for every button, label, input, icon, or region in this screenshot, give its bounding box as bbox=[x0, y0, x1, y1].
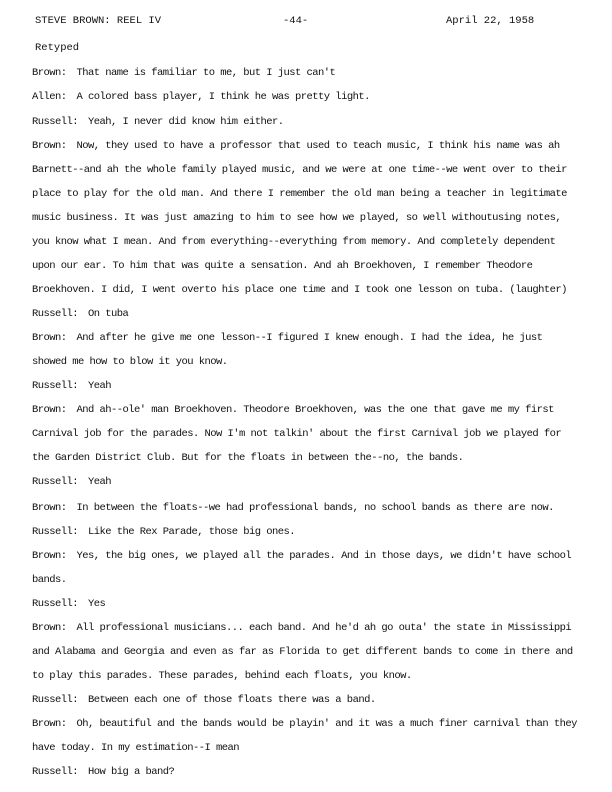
line-text: Now, they used to have a professor that used to teach music, I think his name was ah bbox=[76, 140, 560, 152]
speaker-label: Brown: bbox=[32, 502, 67, 514]
speaker-label: Russell: bbox=[32, 526, 79, 538]
speaker-label: Brown: bbox=[32, 140, 67, 152]
speaker-label: Russell: bbox=[32, 694, 79, 706]
line-text: upon our ear. To him that was quite a sensation. And ah Broekhoven, I remember Theodore bbox=[32, 260, 533, 272]
line-text: Carnival job for the parades. Now I'm not talkin' about the first Carnival job we played for bbox=[32, 428, 562, 440]
speaker-label: Russell: bbox=[32, 766, 79, 778]
line-text: All professional musicians... each band. And he'd ah go outa' the state in Mississippi bbox=[76, 622, 572, 634]
line-text: have today. In my estimation--I mean bbox=[32, 742, 240, 754]
line-text: That name is familiar to me, but I just can't bbox=[76, 67, 336, 79]
speaker-label: Russell: bbox=[32, 308, 79, 320]
transcript-line bbox=[32, 622, 571, 634]
transcript-line bbox=[32, 236, 555, 248]
transcript-line bbox=[32, 91, 370, 103]
line-text: showed me how to blow it you know. bbox=[32, 356, 228, 368]
speaker-label: Russell: bbox=[32, 380, 79, 392]
transcript-line bbox=[32, 116, 284, 128]
transcript-line bbox=[32, 140, 560, 152]
speaker-label: Brown: bbox=[32, 718, 67, 730]
speaker-label: Russell: bbox=[32, 476, 79, 488]
line-text: Oh, beautiful and the bands would be playin' and it was a much finer carnival than they bbox=[76, 718, 577, 730]
transcript-line bbox=[32, 404, 554, 416]
transcript-line bbox=[32, 694, 376, 706]
transcript-line bbox=[32, 766, 174, 778]
line-text: music business. It was just amazing to him to see how we played, so well withoutusing notes, bbox=[32, 212, 562, 224]
transcript-line bbox=[32, 550, 571, 562]
line-text: and Alabama and Georgia and even as far as Florida to get different bands to come in there and bbox=[32, 646, 573, 658]
speaker-label: Brown: bbox=[32, 622, 67, 634]
line-text: Yeah bbox=[88, 476, 112, 488]
transcript-line bbox=[32, 284, 567, 296]
line-text: And ah--ole' man Broekhoven. Theodore Broekhoven, was the one that gave me my first bbox=[76, 404, 554, 416]
transcript-line bbox=[32, 476, 111, 488]
transcript-line bbox=[32, 164, 567, 176]
line-text: Yes bbox=[88, 598, 106, 610]
transcript-line bbox=[32, 742, 239, 754]
speaker-label: Allen: bbox=[32, 91, 67, 103]
retyped-note: Retyped bbox=[35, 42, 80, 54]
transcript-line bbox=[32, 308, 128, 320]
line-text: Like the Rex Parade, those big ones. bbox=[88, 526, 296, 538]
line-text: In between the floats--we had professional bands, no school bands as there are now. bbox=[76, 502, 554, 514]
transcript-line bbox=[32, 646, 573, 658]
line-text: Between each one of those floats there was a band. bbox=[88, 694, 376, 706]
line-text: you know what I mean. And from everything--everything from memory. And completely dependent bbox=[32, 236, 556, 248]
speaker-label: Brown: bbox=[32, 332, 67, 344]
transcript-line bbox=[32, 188, 567, 200]
line-text: On tuba bbox=[88, 308, 129, 320]
line-text: place to play for the old man. And there I remember the old man being a teacher in legitimate bbox=[32, 188, 567, 200]
transcript-line bbox=[32, 332, 542, 344]
header-title: STEVE BROWN: REEL IV bbox=[35, 15, 162, 27]
line-text: bands. bbox=[32, 574, 67, 586]
transcript-line bbox=[32, 452, 463, 464]
header-date: April 22, 1958 bbox=[446, 15, 535, 27]
transcript-line bbox=[32, 670, 412, 682]
speaker-label: Brown: bbox=[32, 67, 67, 79]
line-text: Yeah bbox=[88, 380, 112, 392]
transcript-line bbox=[32, 502, 554, 514]
speaker-label: Brown: bbox=[32, 550, 67, 562]
speaker-label: Brown: bbox=[32, 404, 67, 416]
transcript-line bbox=[32, 574, 67, 586]
transcript-line bbox=[32, 598, 105, 610]
line-text: Yeah, I never did know him either. bbox=[88, 116, 284, 128]
transcript-line bbox=[32, 380, 111, 392]
line-text: Barnett--and ah the whole family played music, and we were at one time--we went over to their bbox=[32, 164, 567, 176]
line-text: And after he give me one lesson--I figured I knew enough. I had the idea, he just bbox=[76, 332, 543, 344]
line-text: How big a band? bbox=[88, 766, 175, 778]
transcript-line bbox=[32, 356, 228, 368]
speaker-label: Russell: bbox=[32, 598, 79, 610]
transcript-line bbox=[32, 718, 577, 730]
line-text: the Garden District Club. But for the floats in between the--no, the bands. bbox=[32, 452, 464, 464]
line-text: Broekhoven. I did, I went overto his place one time and I took one lesson on tuba. (laughter) bbox=[32, 284, 567, 296]
transcript-line bbox=[32, 526, 295, 538]
speaker-label: Russell: bbox=[32, 116, 79, 128]
transcript-line bbox=[32, 67, 335, 79]
transcript-line bbox=[32, 428, 561, 440]
page-number: -44- bbox=[283, 15, 309, 27]
transcript-line bbox=[32, 212, 561, 224]
line-text: to play this parades. These parades, behind each floats, you know. bbox=[32, 670, 412, 682]
transcript-line bbox=[32, 260, 532, 272]
line-text: Yes, the big ones, we played all the parades. And in those days, we didn't have school bbox=[76, 550, 572, 562]
line-text: A colored bass player, I think he was pretty light. bbox=[76, 91, 370, 103]
